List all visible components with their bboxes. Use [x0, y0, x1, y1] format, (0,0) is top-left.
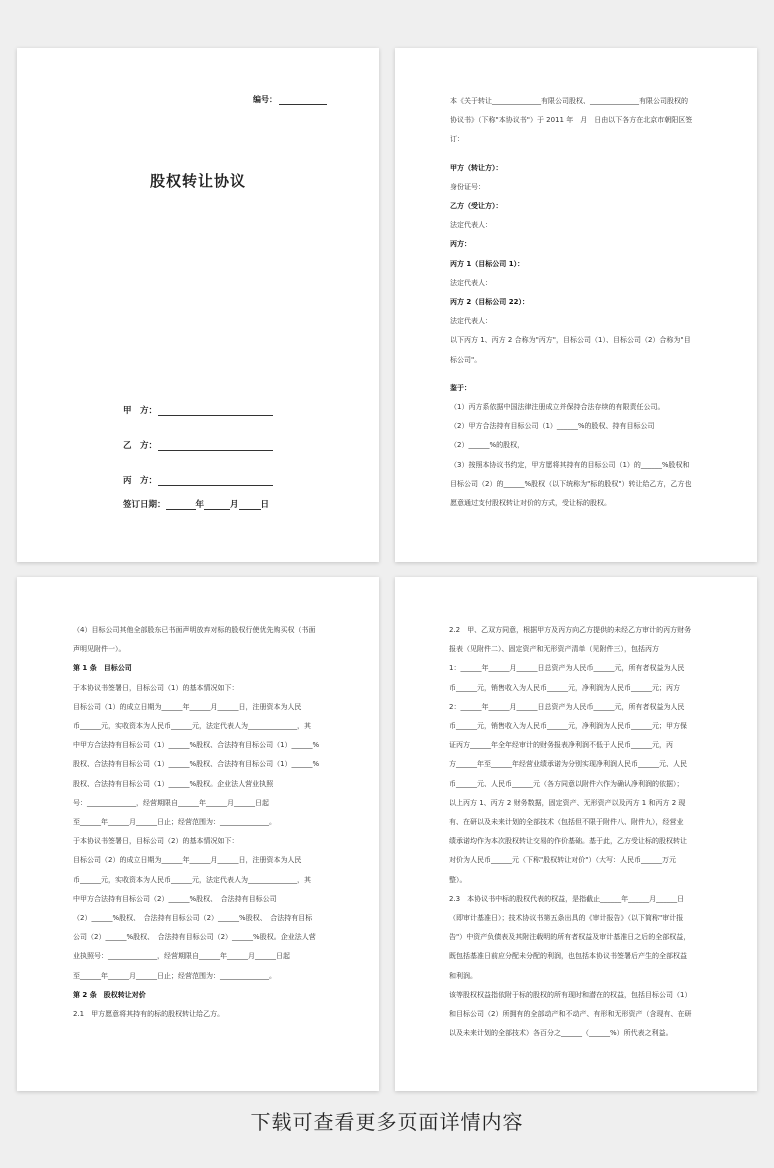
text-line: （2）______%的股权，: [450, 441, 525, 450]
text-line: 和目标公司（2）所拥有的全部动产和不动产、有形和无形资产（含现有、在研: [449, 1010, 692, 1019]
text-line: （2）甲方合法持有目标公司（1）______%的股权、持有目标公司: [450, 422, 655, 431]
serial-number-blank: [279, 96, 327, 105]
text-line: 币______元，实收资本为人民币______元，法定代表人为______________，其: [73, 875, 311, 884]
text-line: 中甲方合法持有目标公司（1）______%股权、合法持有目标公司（1）______%: [73, 741, 320, 750]
party-c-line: [123, 451, 273, 486]
text-line: 整）。: [449, 875, 467, 884]
text-line: 法定代表人：: [450, 317, 492, 326]
party-signature-block: [123, 381, 273, 510]
text-line: 于本协议书签署日，目标公司（2）的基本情况如下：: [73, 837, 239, 846]
document-title: 股权转让协议: [149, 172, 246, 190]
text-line: 2.1 甲方愿意将其持有的标的股权转让给乙方。: [73, 1010, 225, 1019]
paragraph-gap: [450, 370, 716, 379]
text-line: 股权、合法持有目标公司（1）______%股权、合法持有目标公司（1）______%: [73, 760, 320, 769]
serial-number-label: 编号：: [253, 95, 277, 104]
text-line: 号：______________，经营期限自______年______月______日起: [73, 798, 269, 807]
party-c-label: 丙 方：: [123, 476, 158, 486]
text-line: 2.3 本协议书中标的股权代表的权益，是指截止______年______月______日: [449, 894, 685, 903]
text-line: 绩承诺均作为本次股权转让交易的作价基础。基于此，乙方受让标的股权转让: [449, 837, 687, 846]
document-page-2: [395, 48, 757, 562]
section-heading: 鉴于：: [450, 383, 471, 392]
text-line: 股权、合法持有目标公司（1）______%股权。企业法人营业执照: [73, 779, 274, 788]
text-line: 2.2 甲、乙双方同意，根据甲方及丙方向乙方提供的未经乙方审计的丙方财务: [449, 626, 692, 634]
text-line: （3）按照本协议书约定，甲方愿将其持有的目标公司（1）的______%股权和: [450, 460, 690, 469]
text-line: 以及未来计划的全部技术）各百分之______（______%）所代表之利益。: [449, 1029, 673, 1038]
text-line: 目标公司（1）的成立日期为______年______月______日，注册资本为人民: [73, 702, 302, 711]
year-label: 年: [195, 500, 205, 510]
download-more-caption: 下载可查看更多页面详情内容: [250, 1110, 524, 1134]
section-heading: 第 2 条 股权转让对价: [73, 990, 146, 999]
text-line: 法定代表人：: [450, 278, 492, 287]
year-blank: [166, 500, 196, 510]
text-line: 标公司"。: [450, 355, 482, 364]
day-label: 日: [260, 500, 270, 510]
text-line: 该等股权权益指依附于标的股权的所有现时和潜在的权益，包括目标公司（1）: [449, 990, 692, 999]
text-line: （即审计基准日）；技术协议书第五条出具的《审计报告》（以下简称"审计报: [449, 914, 684, 923]
section-heading: 乙方（受让方）：: [450, 202, 503, 211]
paragraph-gap: [450, 150, 716, 159]
section-heading: 甲方（转让方）：: [450, 163, 503, 172]
text-line: （1）丙方系依据中国法律注册成立并保持合法存续的有限责任公司。: [450, 403, 665, 412]
party-b-label: 乙 方：: [123, 441, 158, 451]
text-line: 1：______年______月______日总资产为人民币______元，所有者权益为人民: [449, 664, 685, 673]
text-line: 以上丙方 1、丙方 2 财务数据，固定资产、无形资产以及丙方 1 和丙方 2 现: [449, 798, 686, 807]
text-line: 于本协议书签署日，目标公司（1）的基本情况如下：: [73, 683, 239, 692]
page-3-text: [73, 621, 341, 1024]
text-line: 中甲方合法持有目标公司（2）______%股权、 合法持有目标公司: [73, 894, 277, 903]
page-2-text: [450, 92, 716, 513]
section-heading: 第 1 条 目标公司: [73, 664, 132, 673]
text-line: 至______年______月______日止；经营范围为：______________。: [73, 971, 276, 980]
text-line: 愿意通过支付股权转让对价的方式，受让标的股权。: [450, 499, 611, 508]
text-line: 目标公司（2）的成立日期为______年______月______日，注册资本为人民: [73, 856, 302, 865]
text-line: 至______年______月______日止；经营范围为：______________。: [73, 818, 276, 827]
text-line: 公司（2）______%股权、 合法持有目标公司（2）______%股权。企业法人营: [73, 933, 316, 942]
text-line: 有、在研以及未来计划的全部技术（包括但不限于附件八、附件九），经营业: [449, 818, 684, 827]
document-page-1: [17, 48, 379, 562]
text-line: 声明见附件一）。: [73, 645, 126, 654]
party-b-line: [123, 416, 273, 451]
party-a-label: 甲 方：: [123, 406, 158, 416]
text-line: （4）目标公司其他全部股东已书面声明放弃对标的股权行使优先购买权（书面: [73, 626, 316, 634]
text-line: 币______元，销售收入为人民币______元，净利润为人民币______元；甲方保: [449, 722, 687, 731]
text-line: 方______年至______年经营业绩承诺为分别实现净利润人民币______元、人民: [449, 760, 687, 769]
party-a-line: [123, 381, 273, 416]
text-line: 报表（见附件二）、固定资产和无形资产清单（见附件三），包括丙方: [449, 645, 659, 654]
text-line: 和利润。: [449, 971, 477, 980]
section-heading: 丙方 2（目标公司 22）：: [450, 298, 529, 307]
text-line: 身份证号：: [450, 182, 485, 191]
text-line: 币______元、人民币______元（各方同意以附件六作为确认净利润的依据）；: [449, 779, 684, 788]
text-line: 目标公司（2）的______%股权（以下统称为"标的股权"）转让给乙方，乙方也: [450, 479, 692, 488]
sign-date-label: 签订日期：: [123, 500, 166, 510]
text-line: 订：: [450, 135, 464, 144]
document-page-3: [17, 577, 379, 1091]
text-line: 既包括基准日前应分配未分配的利润，也包括本协议书签署后产生的全部权益: [449, 952, 687, 961]
text-line: 以下丙方 1、丙方 2 合称为"丙方"，目标公司（1）、目标公司（2）合称为"目: [450, 336, 691, 345]
party-c-blank: [158, 476, 273, 486]
day-blank: [239, 500, 261, 510]
text-line: 法定代表人：: [450, 221, 492, 230]
month-blank: [204, 500, 230, 510]
party-a-blank: [158, 406, 273, 416]
serial-number: [253, 94, 327, 105]
party-b-blank: [158, 441, 273, 451]
text-line: （2）______%股权、 合法持有目标公司（2）______%股权、 合法持有目标: [73, 914, 313, 923]
section-heading: 丙方 1（目标公司 1）：: [450, 259, 525, 268]
sign-date-line: [123, 498, 273, 510]
text-line: 对价为人民币______元（下称"股权转让对价"）（大写：人民币______万元: [449, 856, 676, 865]
text-line: 业执照号：______________，经营期限自______年______月______日起: [73, 952, 290, 961]
page-4-text: [449, 621, 719, 1043]
section-heading: 丙方：: [450, 240, 471, 249]
text-line: 证丙方______年全年经审计的财务报表净利润不低于人民币______元，丙: [449, 741, 673, 750]
text-line: 币______元，销售收入为人民币______元，净利润为人民币______元；丙方: [449, 683, 680, 692]
text-line: 2：______年______月______日总资产为人民币______元，所有者权益为人民: [449, 702, 685, 711]
text-line: 告"）中资产负债表及其附注载明的所有者权益及审计基准日之后的全部权益，: [449, 933, 691, 942]
document-page-4: [395, 577, 757, 1091]
text-line: 本《关于转让______________有限公司股权、______________有限公司股权的: [450, 97, 688, 105]
text-line: 协议书》（下称"本协议书"）于 2011 年 月 日由以下各方在北京市朝阳区签: [450, 116, 693, 125]
month-label: 月: [230, 500, 239, 510]
text-line: 币______元，实收资本为人民币______元，法定代表人为______________，其: [73, 722, 311, 731]
